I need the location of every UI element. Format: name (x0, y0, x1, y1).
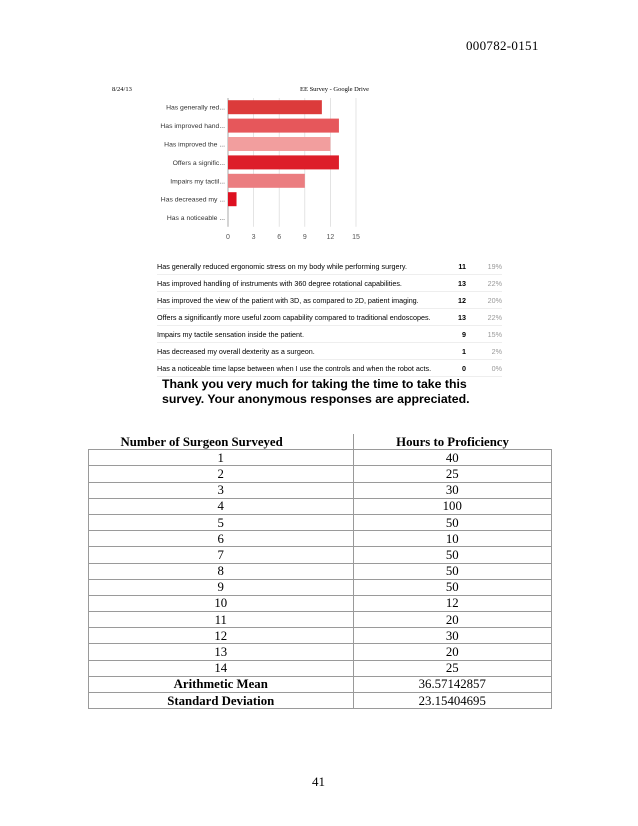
response-percent: 15% (476, 326, 502, 343)
category-label: Has improved hand... (160, 123, 225, 131)
table-row (89, 514, 552, 530)
response-row (157, 309, 502, 326)
survey-response-table (157, 258, 502, 377)
hours-value: 30 (353, 628, 552, 644)
hours-value: 40 (353, 450, 552, 466)
hours-value: 20 (353, 644, 552, 660)
header-surgeon-number: Number of Surgeon Surveyed (89, 434, 354, 450)
response-row (157, 343, 502, 360)
category-label: Impairs my tactil... (170, 178, 225, 186)
response-percent: 0% (476, 360, 502, 377)
hours-value: 50 (353, 579, 552, 595)
surgeon-number: 11 (89, 612, 354, 628)
response-text: Has generally reduced ergonomic stress on my body while performing surgery. (157, 258, 452, 275)
surgeon-number: 3 (89, 482, 354, 498)
table-row (89, 612, 552, 628)
summary-label: Arithmetic Mean (89, 676, 354, 692)
response-percent: 22% (476, 275, 502, 292)
bar (228, 174, 305, 188)
thank-you-message: Thank you very much for taking the time to take this survey. Your anonymous responses are appreciated. (162, 377, 470, 406)
summary-value: 36.57142857 (353, 676, 552, 692)
surgeon-number: 10 (89, 595, 354, 611)
table-row (89, 450, 552, 466)
x-tick-label: 6 (277, 233, 282, 241)
surgeon-number: 7 (89, 547, 354, 563)
survey-bar-chart (100, 95, 390, 245)
hours-value: 25 (353, 660, 552, 676)
response-count: 13 (452, 275, 476, 292)
surgeon-number: 13 (89, 644, 354, 660)
response-row (157, 258, 502, 275)
x-tick-label: 15 (352, 233, 360, 241)
surgeon-number: 6 (89, 531, 354, 547)
response-row (157, 360, 502, 377)
x-tick-label: 3 (251, 233, 256, 241)
category-label: Offers a signific... (172, 159, 225, 167)
table-row (89, 482, 552, 498)
table-row (89, 660, 552, 676)
hours-value: 25 (353, 466, 552, 482)
summary-label: Standard Deviation (89, 693, 354, 709)
response-count: 11 (452, 258, 476, 275)
hours-value: 50 (353, 547, 552, 563)
response-text: Has improved the view of the patient with 3D, as compared to 2D, patient imaging. (157, 292, 452, 309)
survey-print-date: 8/24/13 (112, 86, 132, 93)
table-row (89, 466, 552, 482)
document-number: 000782-0151 (466, 38, 539, 53)
header-hours-to-proficiency: Hours to Proficiency (353, 434, 552, 450)
table-row (89, 644, 552, 660)
page-number: 41 (312, 774, 325, 789)
response-text: Has a noticeable time lapse between when I use the controls and when the robot acts. (157, 360, 452, 377)
response-text: Impairs my tactile sensation inside the patient. (157, 326, 452, 343)
proficiency-table (88, 434, 552, 709)
bar (228, 155, 339, 169)
bar (228, 192, 237, 206)
bar (228, 100, 322, 114)
response-text: Has decreased my overall dexterity as a surgeon. (157, 343, 452, 360)
response-count: 0 (452, 360, 476, 377)
x-tick-label: 9 (302, 233, 307, 241)
bar (228, 119, 339, 133)
summary-row-std-dev (89, 693, 552, 709)
table-row (89, 531, 552, 547)
hours-value: 20 (353, 612, 552, 628)
category-label: Has improved the ... (164, 141, 225, 149)
table-row (89, 498, 552, 514)
response-percent: 2% (476, 343, 502, 360)
surgeon-number: 12 (89, 628, 354, 644)
table-row (89, 547, 552, 563)
response-text: Has improved handling of instruments with 360 degree rotational capabilities. (157, 275, 452, 292)
response-percent: 22% (476, 309, 502, 326)
category-label: Has generally red... (166, 104, 225, 112)
hours-value: 50 (353, 563, 552, 579)
response-text: Offers a significantly more useful zoom capability compared to traditional endoscopes. (157, 309, 452, 326)
table-row (89, 563, 552, 579)
category-label: Has a noticeable ... (166, 215, 225, 223)
summary-value: 23.15404695 (353, 693, 552, 709)
response-percent: 20% (476, 292, 502, 309)
surgeon-number: 9 (89, 579, 354, 595)
bar (228, 137, 330, 151)
response-row (157, 292, 502, 309)
response-count: 12 (452, 292, 476, 309)
response-count: 9 (452, 326, 476, 343)
survey-print-title: EE Survey - Google Drive (300, 86, 369, 93)
hours-value: 50 (353, 514, 552, 530)
x-tick-label: 0 (226, 233, 230, 241)
response-row (157, 275, 502, 292)
surgeon-number: 14 (89, 660, 354, 676)
surgeon-number: 8 (89, 563, 354, 579)
category-label: Has decreased my ... (160, 196, 225, 204)
surgeon-number: 5 (89, 514, 354, 530)
hours-value: 30 (353, 482, 552, 498)
table-row (89, 579, 552, 595)
surgeon-number: 4 (89, 498, 354, 514)
hours-value: 12 (353, 595, 552, 611)
hours-value: 100 (353, 498, 552, 514)
table-row (89, 628, 552, 644)
response-count: 13 (452, 309, 476, 326)
table-header-row (89, 434, 552, 450)
summary-row-mean (89, 676, 552, 692)
response-count: 1 (452, 343, 476, 360)
response-row (157, 326, 502, 343)
table-row (89, 595, 552, 611)
surgeon-number: 1 (89, 450, 354, 466)
surgeon-number: 2 (89, 466, 354, 482)
hours-value: 10 (353, 531, 552, 547)
response-percent: 19% (476, 258, 502, 275)
x-tick-label: 12 (326, 233, 335, 241)
